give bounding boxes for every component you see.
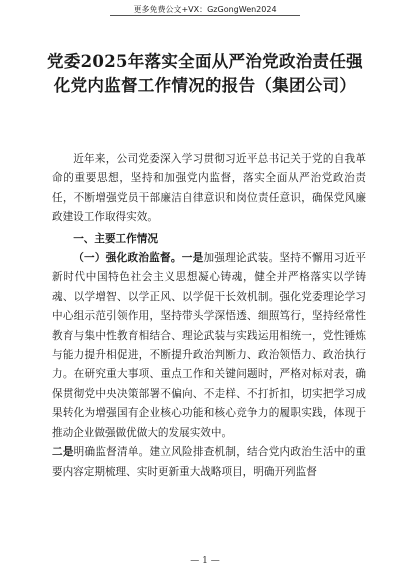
document-body	[52, 150, 366, 482]
page-number: — 1 —	[190, 556, 220, 566]
section-heading: 一、主要工作情况	[73, 232, 158, 245]
intro-paragraph: 近年来，公司党委深入学习贯彻习近平总书记关于党的自我革命的重要思想，坚持和加强党内监督，落实全面从严治党政治责任，不断增强党员干部廉洁自律意识和岗位责任意识，确保党风廉政建设工作取得实效。	[52, 153, 366, 224]
point-text-1: 加强理论武装。坚持不懈用习近平新时代中国特色社会主义思想凝心铸魂，健全并严格落实以学铸魂、以学增智、以学正风、以学促干长效机制。强化党委理论学习中心组示范引领作用，坚持带头学深悟透、细照笃行，坚持经常性教育与集中性教育相结合、理论武装与实践运用相统一，党性锤炼与能力提升相促进，不断提升政治判断力、政治领悟力、政治执行力。在研究重大事项、重点工作和关键问题时，严格对标对表，确保贯彻党中央决策部署不偏向、不走样、不打折扣，切实把学习成果转化为增强国有企业核心功能和核心竞争力的履职实践，体现于推动企业做强做优做大的发展实效中。	[52, 252, 367, 439]
point-lead-1: 一是	[181, 252, 204, 265]
header-note: 更多免费公文+VX：GzGongWen2024	[133, 5, 277, 14]
document-title: 党委2025年落实全面从严治党政治责任强化党内监督工作情况的报告（集团公司）	[47, 52, 363, 95]
header-divider	[110, 15, 300, 16]
point-text-2: 明确监督清单。建立风险排查机制，结合党内政治生活中的重要内容定期梳理、实时更新重大战略项目，明确开列监督	[52, 446, 366, 478]
subsection-heading: （一）强化政治监督。	[73, 252, 182, 265]
point-lead-2: 二是	[52, 446, 74, 459]
section-paragraph-1	[52, 249, 366, 443]
section-paragraph-2	[52, 443, 366, 482]
